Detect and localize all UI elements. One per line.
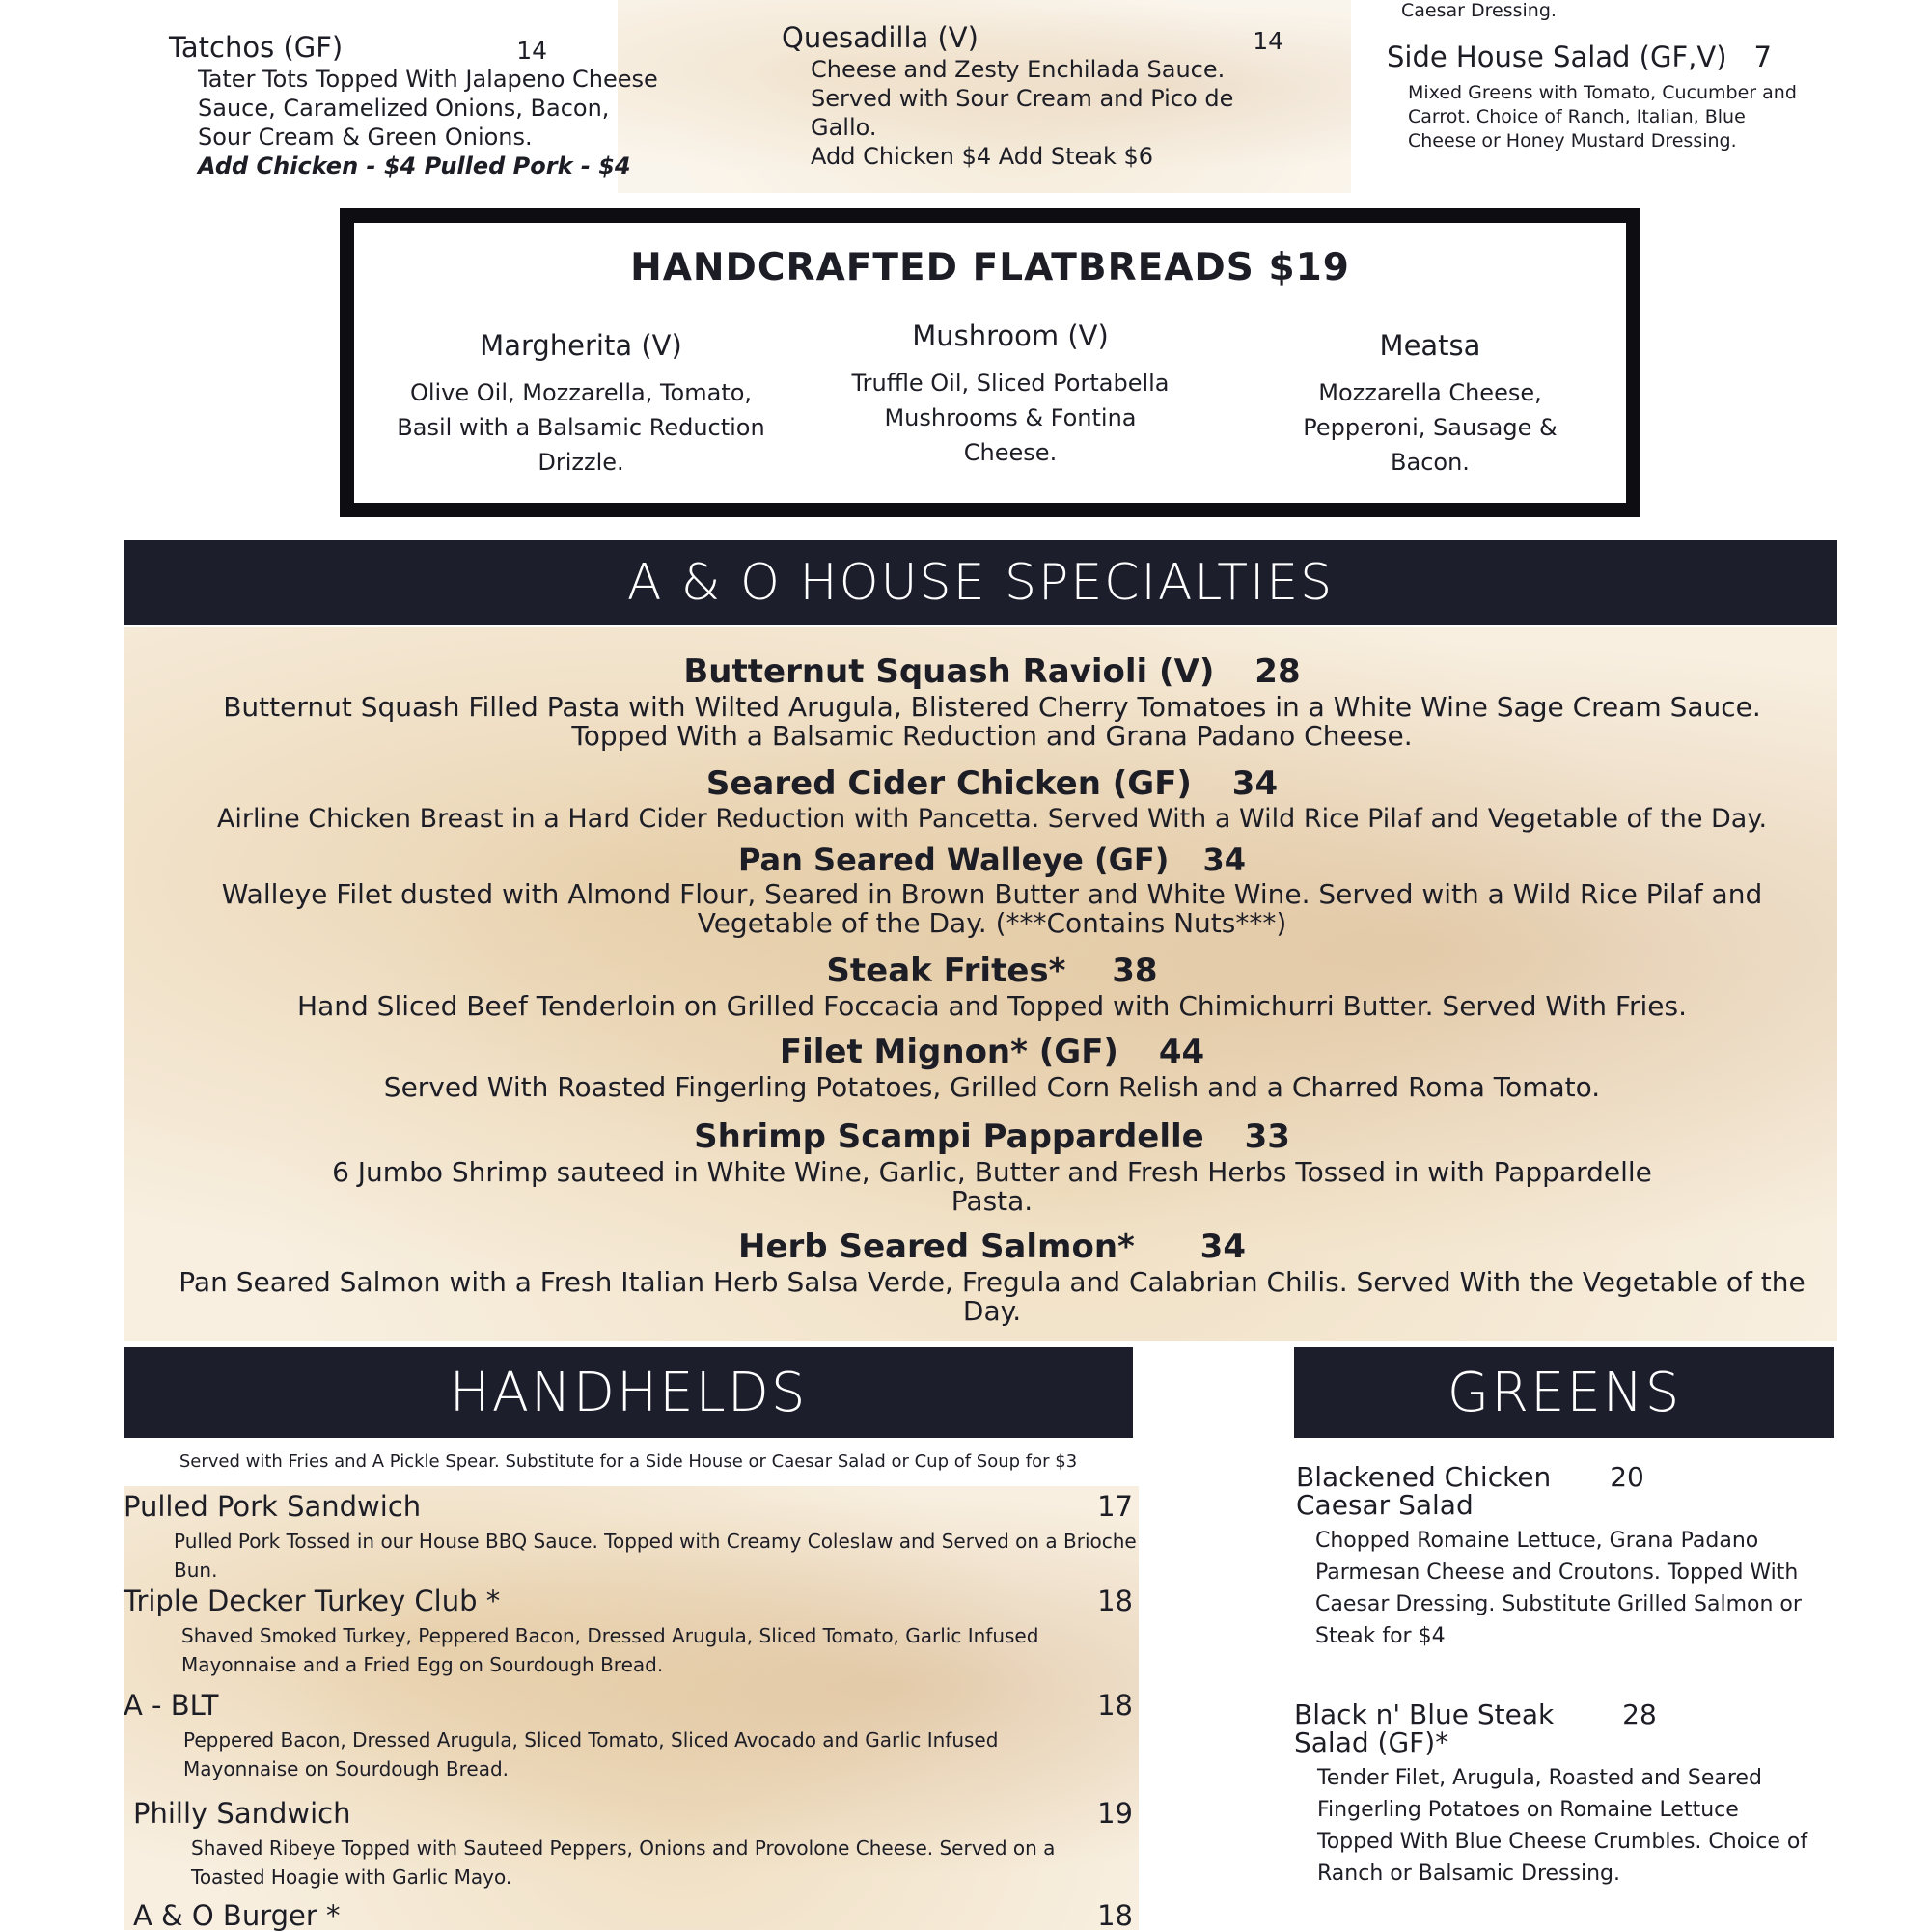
item-name: A & O Burger * [133,1899,341,1932]
item-price: 28 [1254,652,1301,691]
handheld-turkey-club [124,1585,1133,1679]
flatbread-description: Olive Oil, Mozzarella, Tomato, Basil with a Balsamic Reduction Drizzle. [397,379,765,476]
item-price: 14 [1253,27,1283,55]
flatbread-name: Margherita (V) [480,329,682,362]
item-description: Chopped Romaine Lettuce, Grana Padano Parmesan Cheese and Croutons. Topped With Caesar Dressing. Substitute Grilled Salmon or Steak for $4 [1315,1529,1802,1648]
item-price: 34 [1231,764,1279,803]
flatbread-meatsa [1271,329,1589,480]
item-description: Served With Roasted Fingerling Potatoes, Grilled Corn Relish and a Charred Roma Tomato. [383,1071,1601,1103]
menu-item-tatchos [169,31,680,180]
greens-title: GREENS [1447,1361,1682,1424]
specialty-pan-seared-walleye [124,842,1861,938]
item-description: Tender Filet, Arugula, Roasted and Seared Fingerling Potatoes on Romaine Lettuce Topped With Blue Cheese Crumbles. Choice of Ranch or Balsamic Dressing. [1317,1766,1808,1886]
item-price: 17 [1097,1490,1133,1523]
flatbreads-box [340,208,1640,517]
item-description: Tater Tots Topped With Jalapeno Cheese Sauce, Caramelized Onions, Bacon, Sour Cream & Green Onions. [198,66,658,151]
item-description: Pulled Pork Tossed in our House BBQ Sauce. Topped with Creamy Coleslaw and Served on a Brioche Bun. [174,1530,1137,1582]
item-name: A - BLT [124,1689,219,1722]
handheld-a-blt [124,1689,1133,1783]
item-price: 33 [1244,1118,1290,1156]
handheld-pulled-pork [124,1490,1137,1585]
caesar-dressing-tail: Caesar Dressing. [1401,0,1557,21]
item-name: Pan Seared Walleye (GF) [737,842,1170,878]
item-name: Pulled Pork Sandwich [124,1490,422,1523]
handhelds-title: HANDHELDS [449,1361,808,1424]
flatbread-description: Truffle Oil, Sliced Portabella Mushrooms & Fontina Cheese. [851,370,1170,466]
item-name: Shrimp Scampi Pappardelle [694,1118,1204,1156]
item-name: Filet Mignon* (GF) [779,1033,1118,1071]
flatbread-description: Mozzarella Cheese, Pepperoni, Sausage & Bacon. [1303,379,1558,476]
specialty-shrimp-scampi [124,1118,1861,1216]
green-black-n-blue-steak [1294,1700,1815,1890]
specialties-title: A & O HOUSE SPECIALTIES [626,554,1335,612]
handhelds-note: Served with Fries and A Pickle Spear. Substitute for a Side House or Caesar Salad or Cup of Soup for $3 [179,1451,1078,1472]
item-description: Butternut Squash Filled Pasta with Wilted Arugula, Blistered Cherry Tomatoes in a White Wine Sage Cream Sauce. Topped With a Balsamic Reduction and Grana Padano Cheese. [223,691,1761,752]
item-description: Hand Sliced Beef Tenderloin on Grilled Foccacia and Topped with Chimichurri Butter. Served With Fries. [297,990,1687,1022]
flatbread-mushroom [837,319,1184,470]
item-price: 18 [1097,1689,1133,1722]
item-price: 18 [1097,1899,1133,1932]
specialties-header [124,540,1837,625]
item-name: Philly Sandwich [133,1797,351,1830]
item-name: Quesadilla (V) [782,21,979,54]
item-addons: Add Chicken - $4 Pulled Pork - $4 [198,152,631,179]
item-description: Airline Chicken Breast in a Hard Cider Reduction with Pancetta. Served With a Wild Rice Pilaf and Vegetable of the Day. [216,804,1768,834]
item-price: 34 [1199,1228,1246,1266]
item-description: Shaved Ribeye Topped with Sauteed Peppers, Onions and Provolone Cheese. Served on a Toasted Hoagie with Garlic Mayo. [191,1836,1056,1889]
item-price: 19 [1097,1797,1133,1830]
menu-item-quesadilla [782,21,1283,171]
item-price: 7 [1753,41,1772,73]
item-name: Tatchos (GF) [169,31,344,64]
item-name-line-2: Caesar Salad [1296,1489,1474,1521]
item-price: 44 [1158,1033,1205,1071]
item-price: 34 [1202,842,1247,878]
specialty-seared-cider-chicken [124,764,1861,834]
item-price: 14 [516,37,548,65]
item-name: Butternut Squash Ravioli (V) [683,652,1215,691]
item-description: 6 Jumbo Shrimp sauteed in White Wine, Garlic, Butter and Fresh Herbs Tossed in with Pappardelle Pasta. [332,1156,1652,1217]
specialty-filet-mignon [124,1033,1861,1102]
item-name: Side House Salad (GF,V) [1387,41,1727,73]
item-addons: Add Chicken $4 Add Steak $6 [811,143,1154,170]
item-price: 20 [1610,1461,1644,1493]
item-name-line-2: Salad (GF)* [1294,1726,1449,1758]
item-price: 18 [1097,1585,1133,1617]
flatbread-margherita [369,329,793,480]
greens-header [1294,1347,1834,1438]
green-blackened-chicken-caesar [1296,1463,1817,1652]
item-price: 38 [1112,952,1158,990]
item-description: Peppered Bacon, Dressed Arugula, Sliced Tomato, Sliced Avocado and Garlic Infused Mayonnaise on Sourdough Bread. [183,1728,999,1780]
item-description: Walleye Filet dusted with Almond Flour, Seared in Brown Butter and White Wine. Served with a Wild Rice Pilaf and Vegetable of the Day. (***Contains Nuts***) [221,878,1763,939]
item-name: Seared Cider Chicken (GF) [705,764,1192,803]
item-description: Cheese and Zesty Enchilada Sauce. Served with Sour Cream and Pico de Gallo. [811,56,1234,141]
item-price: 28 [1622,1698,1657,1730]
item-name-line-1: Black n' Blue Steak [1294,1698,1555,1730]
specialty-steak-frites [124,952,1861,1021]
specialty-herb-seared-salmon [124,1228,1861,1326]
flatbreads-title: HANDCRAFTED FLATBREADS $19 [630,246,1350,290]
handheld-philly-sandwich [133,1797,1133,1891]
specialty-butternut-squash-ravioli [124,652,1861,751]
item-name: Steak Frites* [826,952,1066,990]
item-name-line-1: Blackened Chicken [1296,1461,1552,1493]
item-description: Shaved Smoked Turkey, Peppered Bacon, Dressed Arugula, Sliced Tomato, Garlic Infused Mayonnaise and a Fried Egg on Sourdough Bread. [181,1624,1039,1676]
item-description: Mixed Greens with Tomato, Cucumber and Carrot. Choice of Ranch, Italian, Blue Cheese or Honey Mustard Dressing. [1408,82,1797,152]
flatbread-name: Meatsa [1379,329,1481,362]
item-name: Triple Decker Turkey Club * [124,1585,501,1617]
handhelds-header [124,1347,1133,1438]
item-description: Pan Seared Salmon with a Fresh Italian Herb Salsa Verde, Fregula and Calabrian Chilis. Served With the Vegetable of the Day. [179,1266,1806,1327]
menu-item-side-house-salad [1387,41,1811,153]
item-name: Herb Seared Salmon* [738,1228,1135,1266]
flatbread-name: Mushroom (V) [912,319,1109,352]
handheld-ao-burger [133,1899,1133,1932]
